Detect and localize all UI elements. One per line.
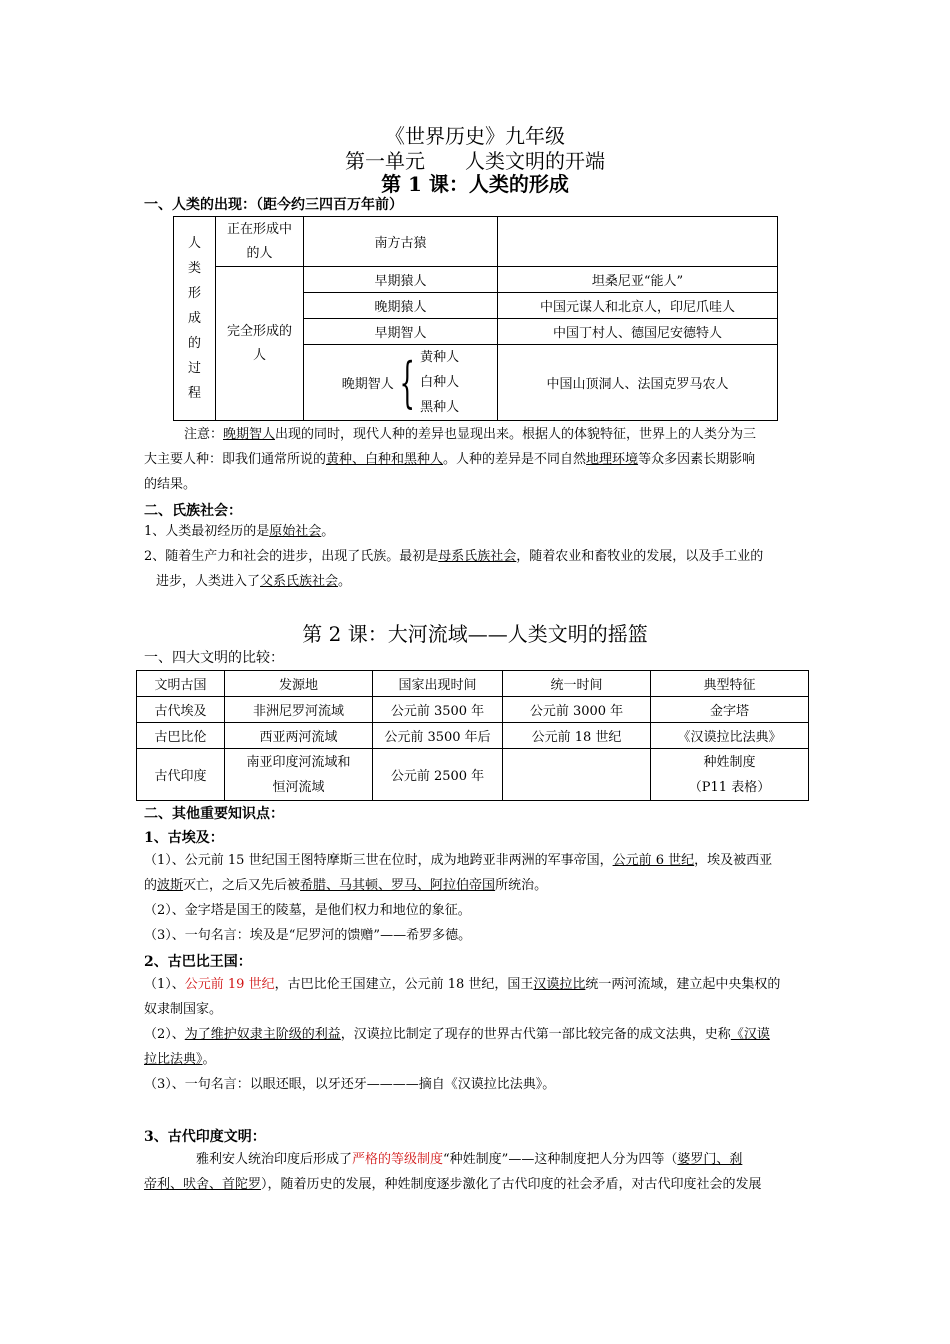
text-run: “种姓制度”——这种制度把人分为四等（ [443,1152,678,1167]
underlined-term: 母系氏族社会 [438,549,517,564]
babylon-heading: 2、古巴比王国： [144,954,252,970]
text-run: 统一两河流域，建立起中央集权的 [585,977,781,992]
table-cell: 公元前 3500 年 [373,697,503,723]
brace-glyph: { [399,350,415,414]
side-char: 程 [187,386,201,401]
underlined-term: 希腊、马其顿、罗马、阿拉伯帝国 [300,878,496,893]
underlined-term: 汉谟拉比 [533,977,586,992]
table-cell: 《汉谟拉比法典》 [651,723,809,749]
text-run: 奴隶制国家。 [144,1002,223,1017]
table-cell: 金字塔 [651,697,809,723]
text-run: 。 [338,574,352,589]
cell-line: 人 [252,347,266,363]
text-run: 出现的同时，现代人种的差异也显现出来。根据人的体貌特征，世界上的人类分为三 [275,427,757,442]
babylon-paragraph [144,972,809,1097]
underlined-term: 为了维护奴隶主阶级的利益 [184,1027,341,1042]
book-title: 《世界历史》九年级 [385,124,565,148]
complete-label-cell [216,267,304,421]
text-run: （2）、金字塔是国王的陵墓，是他们权力和地位的象征。 [144,903,471,918]
section1-heading: 一、人类的出现：（距今约三四百万年前） [144,197,403,213]
cell-line: 正在形成中 [226,221,292,237]
india-paragraph [144,1147,809,1197]
table-cell: 公元前 2500 年 [373,749,503,801]
late-sapiens-label: 晚期智人 [341,377,394,392]
forming-example-cell [498,217,778,267]
example-cell: 中国元谋人和北京人，印尼爪哇人 [498,293,778,319]
highlighted-term: 严格的等级制度 [352,1152,444,1167]
text-run: （3）、一句名言：以眼还眼，以牙还牙————摘自《汉谟拉比法典》。 [144,1077,556,1092]
egypt-paragraph [144,848,809,948]
text-run: （3）、一句名言：埃及是“尼罗河的馈赠”——希罗多德。 [144,928,472,943]
underlined-term: 公元前 6 世纪 [612,853,695,868]
text-run: 1、人类最初经历的是 [144,524,270,539]
text-run: 注意： [184,427,224,442]
example-cell: 中国丁村人、德国尼安德特人 [498,319,778,345]
text-run: ，埃及被西亚 [694,853,773,868]
table-row [137,697,809,723]
section2-heading: 二、氏族社会： [144,503,242,519]
underlined-term: 黄种、白种和黑种人 [326,452,444,467]
text-run: 等众多因素长期影响 [638,452,756,467]
side-char: 的 [187,336,201,351]
civilization-comparison-table [136,670,809,801]
text-run: ，随着农业和畜牧业的发展，以及手工业的 [516,549,764,564]
underlined-term: 波斯 [157,878,184,893]
table-cell [503,749,651,801]
side-char: 成 [187,311,201,326]
underlined-term: 拉比法典》 [144,1052,203,1067]
side-char: 过 [187,361,201,376]
underlined-term: 地理环境 [586,452,639,467]
cell-line: 南亚印度河流域和 [246,754,351,770]
text-run: 2、随着生产力和社会的进步，出现了氏族。最初是 [144,549,439,564]
stage-cell: 早期智人 [304,319,498,345]
unit-title: 第一单元 人类文明的开端 [345,149,605,173]
text-run: 雅利安人统治印度后形成了 [196,1152,353,1167]
table-cell: 古代印度 [137,749,225,801]
table-cell [651,749,809,801]
race-label: 白种人 [420,375,460,390]
cell-line: 完全形成的 [226,323,292,339]
col-header: 国家出现时间 [373,671,503,697]
text-run: 的 [144,878,158,893]
forming-label-cell [216,217,304,267]
text-run: ），随着历史的发展，种姓制度逐步激化了古代印度的社会矛盾，对古代印度社会的发展 [261,1177,762,1192]
underlined-term: 原始社会 [269,524,322,539]
table-cell: 古代埃及 [137,697,225,723]
text-run: 进步，人类进入了 [156,574,261,589]
race-label: 黑种人 [420,400,460,415]
text-run: 大主要人种：即我们通常所说的 [144,452,327,467]
cell-line: 种姓制度 [703,754,756,770]
underlined-term: 婆罗门、刹 [677,1152,743,1167]
cell-line: 恒河流域 [272,779,325,795]
text-run: ，汉谟拉比制定了现存的世界古代第一部比较完备的成文法典，史称 [340,1027,731,1042]
text-run: 。 [321,524,335,539]
side-char: 人 [187,236,201,251]
table-cell: 公元前 18 世纪 [503,723,651,749]
table-cell: 古巴比伦 [137,723,225,749]
table-cell: 公元前 3500 年后 [373,723,503,749]
text-run: （1）、公元前 15 世纪国王图特摩斯三世在位时，成为地跨亚非两洲的军事帝国， [144,853,613,868]
side-char: 类 [187,261,201,276]
underlined-term: 父系氏族社会 [260,574,339,589]
india-heading: 3、古代印度文明： [144,1129,266,1145]
side-char: 形 [187,286,201,301]
col-header: 典型特征 [651,671,809,697]
col-header: 统一时间 [503,671,651,697]
table-row [137,723,809,749]
race-label: 黄种人 [420,350,460,365]
late-sapiens-cell [304,345,498,421]
side-label-cell [174,217,216,421]
col-header: 文明古国 [137,671,225,697]
comparison-heading: 一、四大文明的比较： [144,650,284,666]
col-header: 发源地 [225,671,373,697]
text-run: 所统治。 [495,878,548,893]
text-run: ，古巴比伦王国建立，公元前 18 世纪，国王 [274,977,534,992]
late-example-cell: 中国山顶洞人、法国克罗马农人 [498,345,778,421]
table-row [137,749,809,801]
table-cell: 西亚两河流域 [225,723,373,749]
text-run: （2）、 [144,1027,185,1042]
clan-society-paragraph [144,519,809,594]
underlined-term: 帝利、吠舍、首陀罗 [144,1177,262,1192]
cell-line: 的人 [246,245,273,261]
text-run: （1）、 [144,977,185,992]
text-run: 的结果。 [144,477,197,492]
cell-line: （P11 表格） [688,779,771,795]
highlighted-term: 公元前 19 世纪 [184,977,275,992]
lesson1-title: 第 1 课：人类的形成 [381,172,569,196]
underlined-term: 晚期智人 [223,427,276,442]
table-cell: 公元前 3000 年 [503,697,651,723]
egypt-heading: 1、古埃及： [144,830,224,846]
other-points-heading: 二、其他重要知识点： [144,806,284,822]
stage-cell: 早期猿人 [304,267,498,293]
forming-stage-cell: 南方古猿 [304,217,498,267]
note-paragraph [144,422,809,497]
human-evolution-table [173,216,778,421]
underlined-term: 《汉谟 [730,1027,770,1042]
text-run: 。 [202,1052,216,1067]
text-run: 灭亡，之后又先后被 [183,878,301,893]
table-cell: 非洲尼罗河流域 [225,697,373,723]
example-cell: 坦桑尼亚“能人” [498,267,778,293]
table-cell [225,749,373,801]
text-run: 。人种的差异是不同自然 [443,452,587,467]
lesson2-title: 第 2 课：大河流域——人类文明的摇篮 [302,622,648,646]
stage-cell: 晚期猿人 [304,293,498,319]
